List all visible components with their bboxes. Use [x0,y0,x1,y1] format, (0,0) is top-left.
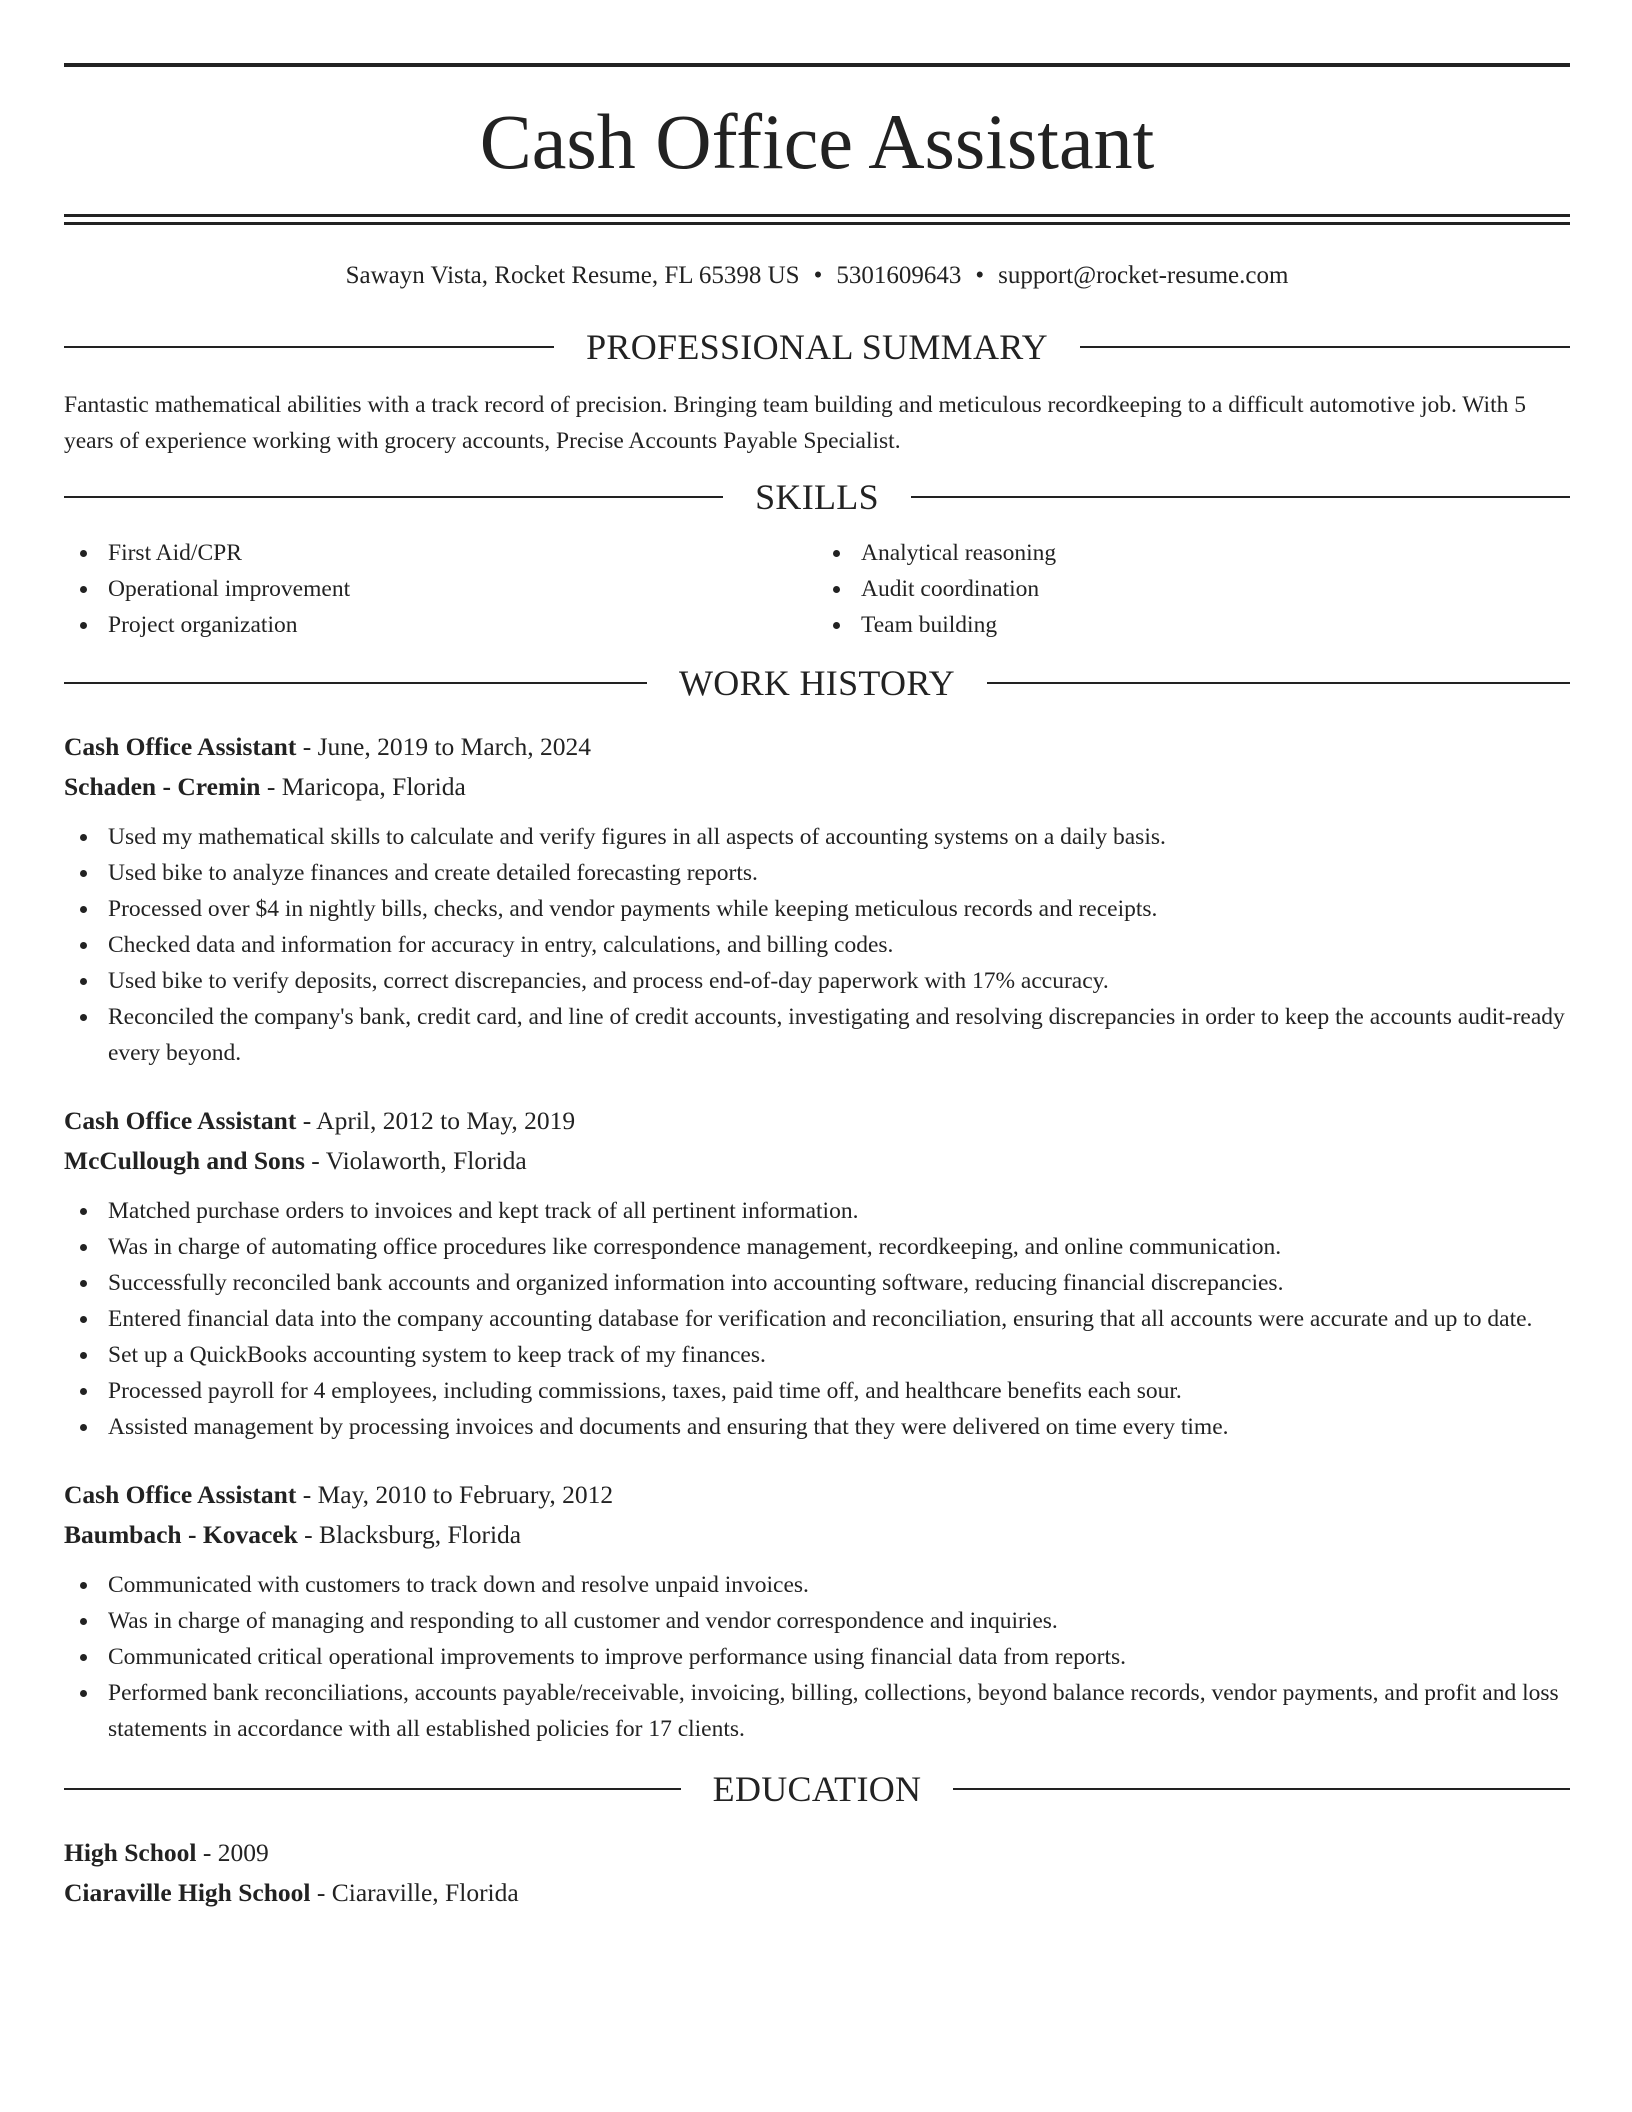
job-entry [64,1475,1570,1747]
section-header-work [64,665,1570,701]
job-bullet: Processed payroll for 4 employees, including commissions, taxes, paid time off, and healthcare benefits each sour. [64,1373,1570,1409]
resume-title: Cash Office Assistant [479,98,1155,185]
section-header-summary [64,329,1570,365]
contact-email: support@rocket-resume.com [998,262,1289,289]
job-company-line [64,767,1570,807]
job-title-line [64,1101,1570,1141]
job-bullet: Processed over $4 in nightly bills, checks, and vendor payments while keeping meticulous records and receipts. [64,891,1570,927]
job-bullets [64,1193,1570,1445]
job-location: - Maricopa, Florida [260,772,466,801]
job-bullets [64,1567,1570,1747]
job-entry [64,727,1570,1071]
contact-separator: • [813,262,823,289]
job-title: Cash Office Assistant [64,732,297,761]
section-header-education [64,1771,1570,1807]
job-entry [64,1101,1570,1445]
job-bullet: Set up a QuickBooks accounting system to keep track of my finances. [64,1337,1570,1373]
job-company: Baumbach - Kovacek [64,1520,298,1549]
job-bullet: Was in charge of automating office procedures like correspondence management, recordkeeping, and online communication. [64,1229,1570,1265]
education-degree-line [64,1833,1570,1873]
job-bullets [64,819,1570,1071]
section-rule-right [953,1788,1570,1790]
title-rule-upper [64,214,1570,217]
job-bullet: Used my mathematical skills to calculate and verify figures in all aspects of accounting systems on a daily basis. [64,819,1570,855]
job-company-line [64,1141,1570,1181]
skill-item: Analytical reasoning [817,535,1570,571]
job-title-line [64,727,1570,767]
job-title: Cash Office Assistant [64,1106,297,1135]
job-dates: - April, 2012 to May, 2019 [296,1106,576,1135]
job-location: - Blacksburg, Florida [297,1520,522,1549]
section-rule-left [64,346,554,348]
job-bullet: Was in charge of managing and responding to all customer and vendor correspondence and inquiries. [64,1603,1570,1639]
job-dates: - May, 2010 to February, 2012 [296,1480,614,1509]
education-location: - Ciaraville, Florida [310,1878,519,1907]
job-bullet: Checked data and information for accuracy in entry, calculations, and billing codes. [64,927,1570,963]
skill-item: Team building [817,607,1570,643]
resume-page [64,63,1570,1913]
job-title: Cash Office Assistant [64,1480,297,1509]
skill-item: Operational improvement [64,571,817,607]
section-rule-right [1080,346,1570,348]
education-school-line [64,1873,1570,1913]
section-title-summary: PROFESSIONAL SUMMARY [586,327,1048,367]
job-company: McCullough and Sons [64,1146,305,1175]
job-bullet: Entered financial data into the company accounting database for verification and reconciliation, ensuring that all accounts were accurate and up to date. [64,1301,1570,1337]
skills-column-right [817,535,1570,643]
job-company-line [64,1515,1570,1555]
contact-separator: • [975,262,985,289]
section-rule-left [64,1788,681,1790]
skills-column-left [64,535,817,643]
section-title-work: WORK HISTORY [679,663,955,703]
contact-phone: 5301609643 [836,262,962,289]
job-bullet: Reconciled the company's bank, credit card, and line of credit accounts, investigating and resolving discrepancies in order to keep the accounts audit-ready every beyond. [64,999,1570,1071]
skills-list [64,535,1570,643]
job-title-line [64,1475,1570,1515]
job-bullet: Communicated with customers to track down and resolve unpaid invoices. [64,1567,1570,1603]
job-bullet: Used bike to analyze finances and create detailed forecasting reports. [64,855,1570,891]
job-bullet: Performed bank reconciliations, accounts payable/receivable, invoicing, billing, collections, beyond balance records, vendor payments, and profit and loss statements in accordance with all established policies for 17 clients. [64,1675,1570,1747]
job-company: Schaden - Cremin [64,772,261,801]
section-rule-right [987,682,1570,684]
education-entry [64,1833,1570,1913]
summary-text: Fantastic mathematical abilities with a track record of precision. Bringing team building and meticulous recordkeeping to a difficult automotive job. With 5 years of experience working with grocery accounts, Precise Accounts Payable Specialist. [64,392,1526,454]
contact-address: Sawayn Vista, Rocket Resume, FL 65398 US [345,262,800,289]
job-bullet: Communicated critical operational improvements to improve performance using financial data from reports. [64,1639,1570,1675]
education-year: - 2009 [196,1838,269,1867]
section-title-skills: SKILLS [755,477,879,517]
job-bullet: Assisted management by processing invoices and documents and ensuring that they were delivered on time every time. [64,1409,1570,1445]
section-title-education: EDUCATION [712,1769,922,1809]
contact-line [64,261,1570,291]
skill-item: First Aid/CPR [64,535,817,571]
section-header-skills [64,479,1570,515]
skill-item: Project organization [64,607,817,643]
section-rule-left [64,682,647,684]
section-rule-left [64,496,723,498]
job-location: - Violaworth, Florida [304,1146,527,1175]
top-rule [64,63,1570,67]
job-bullet: Matched purchase orders to invoices and kept track of all pertinent information. [64,1193,1570,1229]
job-bullet: Successfully reconciled bank accounts and organized information into accounting software, reducing financial discrepancies. [64,1265,1570,1301]
job-bullet: Used bike to verify deposits, correct discrepancies, and process end-of-day paperwork with 17% accuracy. [64,963,1570,999]
skill-item: Audit coordination [817,571,1570,607]
education-degree: High School [64,1838,197,1867]
job-dates: - June, 2019 to March, 2024 [296,732,591,761]
education-school: Ciaraville High School [64,1878,311,1907]
title-rule-lower [64,222,1570,225]
section-rule-right [911,496,1570,498]
